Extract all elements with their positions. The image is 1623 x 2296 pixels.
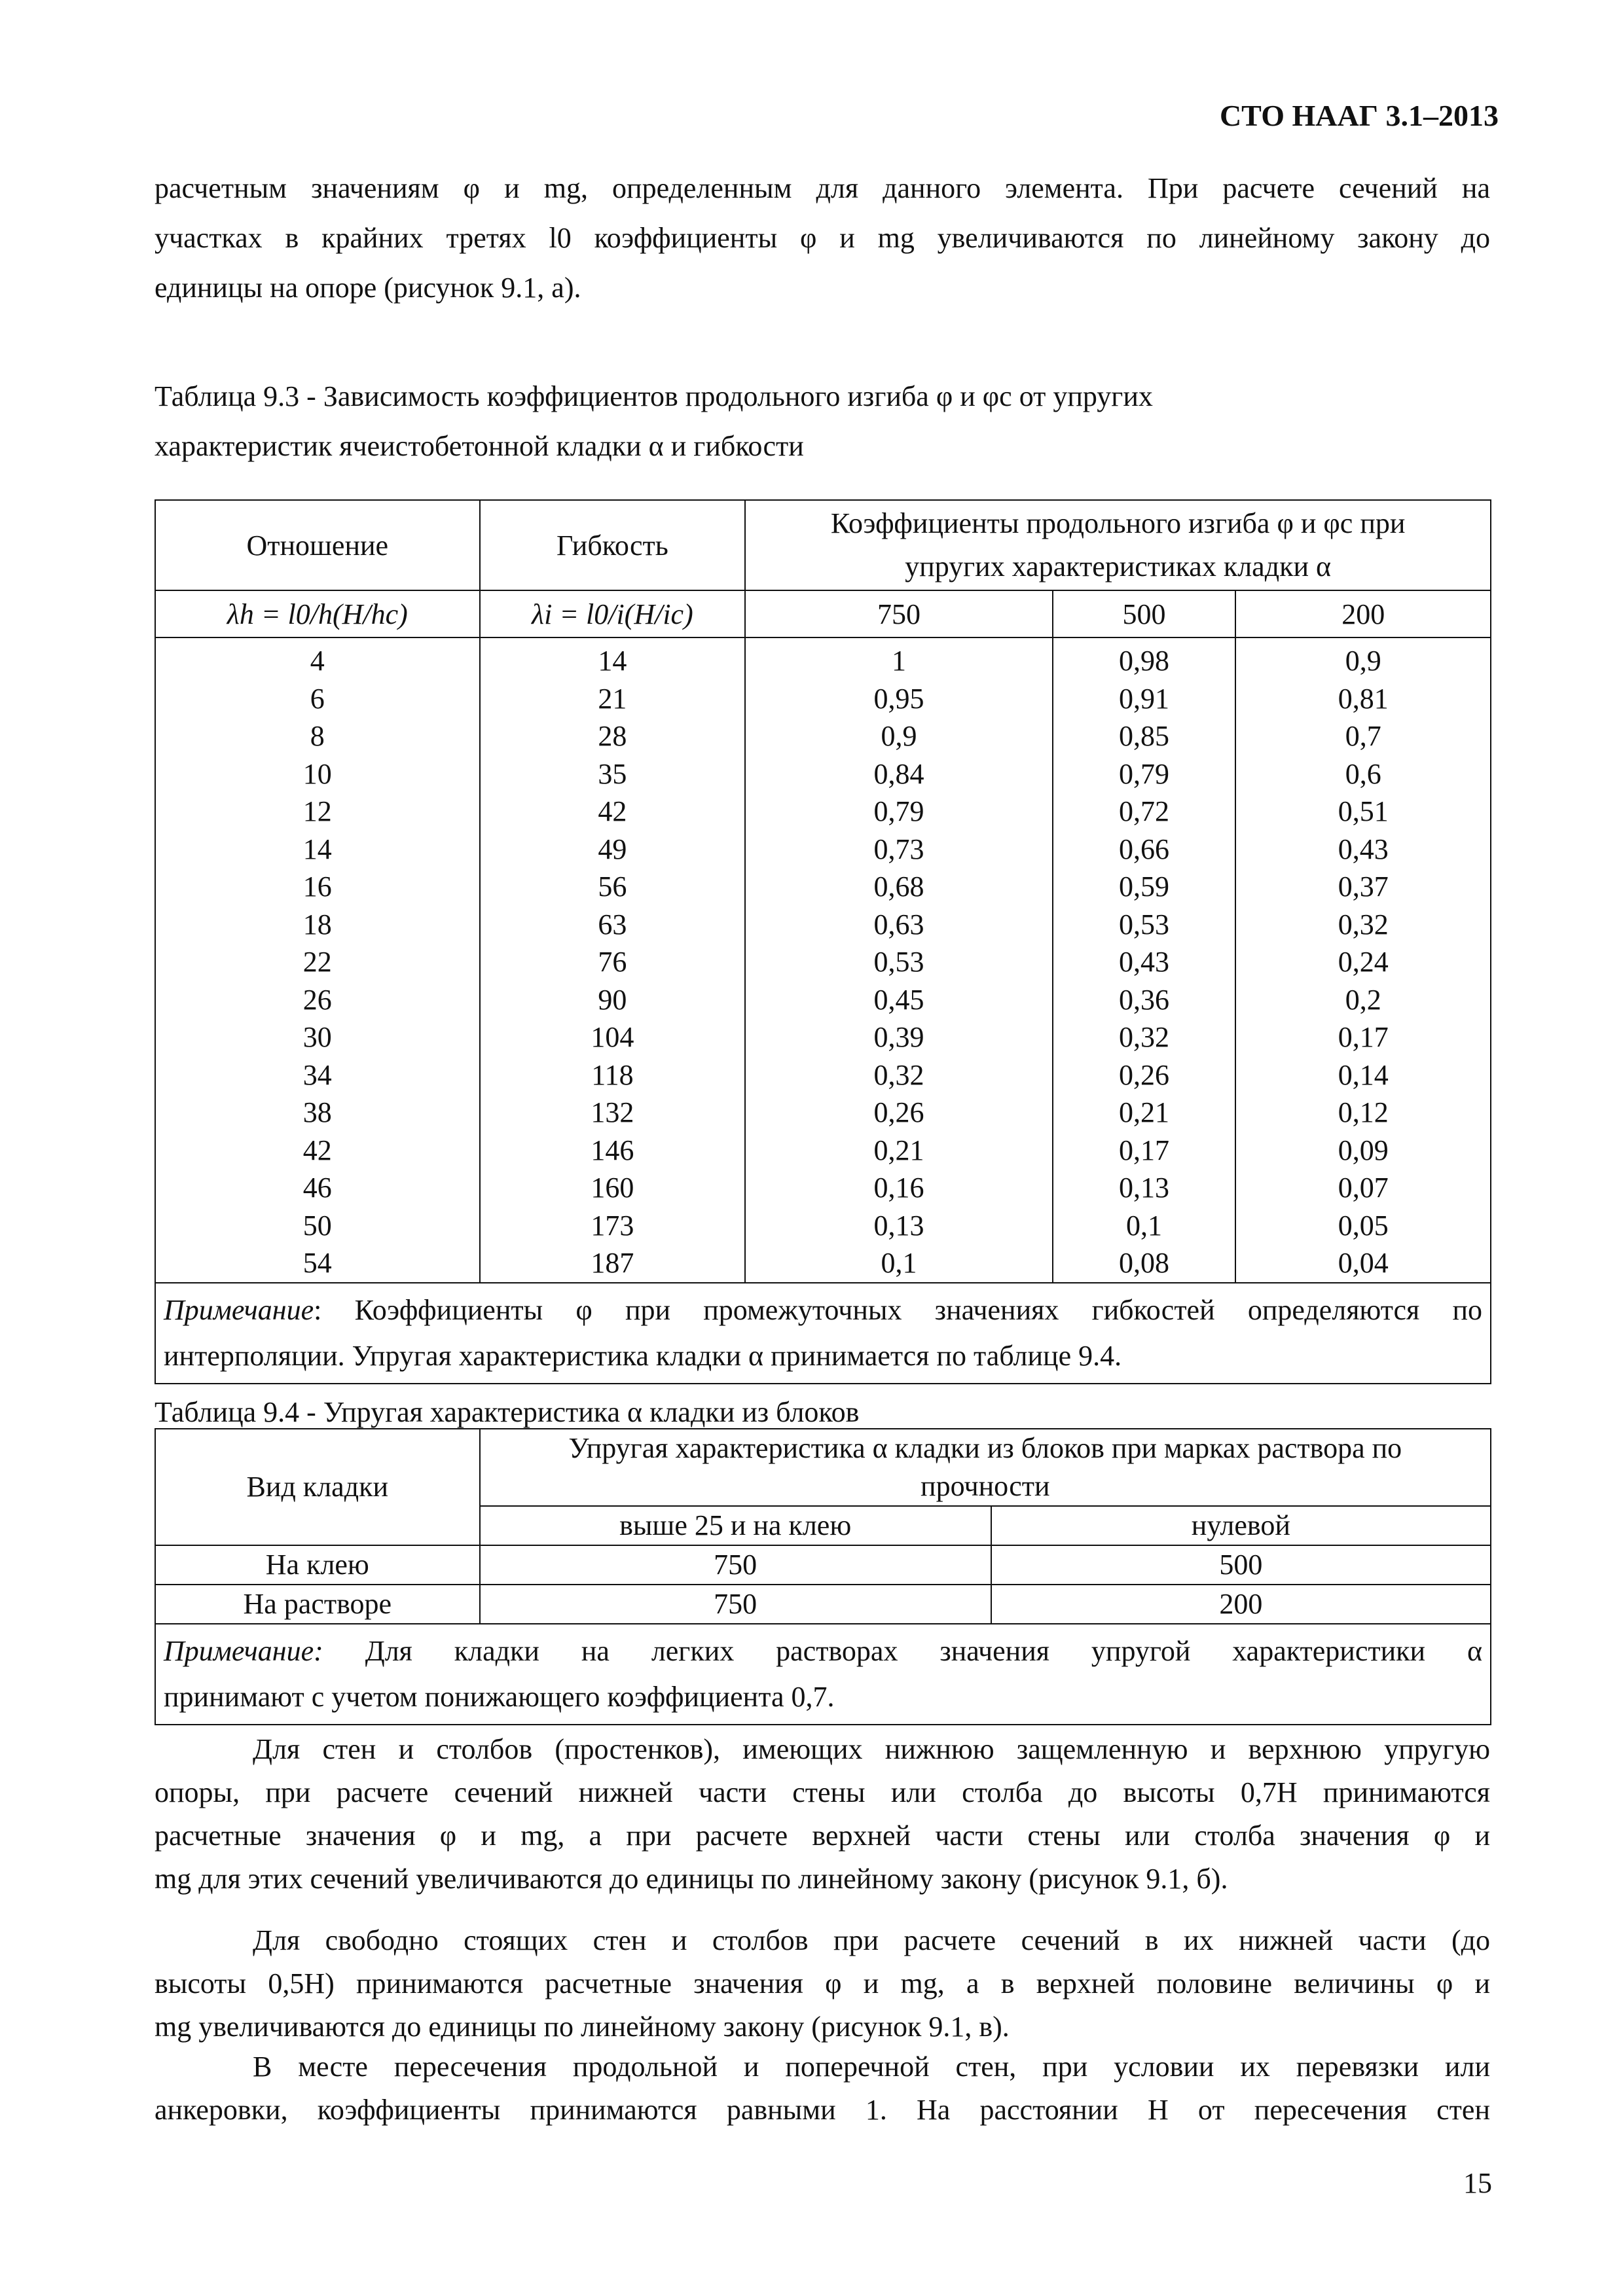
table-row <box>155 1545 1491 1585</box>
alpha-500-header: 500 <box>1053 590 1236 637</box>
subheader-above-25: выше 25 и на клею <box>480 1506 991 1545</box>
table-9-4-note <box>155 1624 1491 1725</box>
intro-paragraph <box>155 164 1490 313</box>
table-9-3-caption <box>155 372 1153 471</box>
note-94-line-1: Для кладки на легких растворах значения упругой характеристики α <box>323 1635 1482 1667</box>
alpha-750-header: 750 <box>745 590 1052 637</box>
intro-line-3: единицы на опоре (рисунок 9.1, а). <box>155 272 581 304</box>
note-line-1: : Коэффициенты φ при промежуточных значениях гибкостей определяются по <box>314 1293 1482 1326</box>
column-header-masonry-type: Вид кладки <box>155 1429 480 1545</box>
column-header-slenderness: Гибкость <box>480 500 746 590</box>
group-header-94-line-2: прочности <box>921 1470 1050 1502</box>
body-paragraph-3 <box>155 2045 1490 2132</box>
p1-line-3: расчетные значения φ и mg, а при расчете верхней части стены или столба значения φ и <box>155 1820 1490 1852</box>
coefficient-750-values: 1 0,95 0,9 0,84 0,79 0,73 0,68 0,63 0,53 0,45 0,39 0,32 0,26 0,21 0,16 0,13 0,1 <box>745 637 1052 1283</box>
body-paragraph-1 <box>155 1728 1490 1901</box>
slenderness-formula: λi = l0/i(H/ic) <box>480 590 746 637</box>
group-header-94-line-1: Упругая характеристика α кладки из блоков при марках раствора по <box>568 1432 1402 1464</box>
masonry-type-cell: На клею <box>155 1545 480 1585</box>
table-9-4-caption: Таблица 9.4 - Упругая характеристика α кладки из блоков <box>155 1396 860 1428</box>
subheader-zero: нулевой <box>991 1506 1491 1545</box>
p1-line-4: mg для этих сечений увеличиваются до единицы по линейному закону (рисунок 9.1, б). <box>155 1863 1228 1895</box>
table-9-3-note <box>155 1283 1491 1384</box>
p1-line-2: опоры, при расчете сечений нижней части стены или столба до высоты 0,7H принимаются <box>155 1776 1490 1808</box>
value-cell: 500 <box>991 1545 1491 1585</box>
value-cell: 750 <box>480 1585 991 1624</box>
p2-line-2: высоты 0,5H) принимаются расчетные значения φ и mg, а в верхней половине величины φ и <box>155 1967 1490 2000</box>
note-94-line-2: принимают с учетом понижающего коэффициента 0,7. <box>164 1681 835 1713</box>
coefficient-200-values: 0,9 0,81 0,7 0,6 0,51 0,43 0,37 0,32 0,24 0,2 0,17 0,14 0,12 0,09 0,07 0,05 0,04 <box>1235 637 1491 1283</box>
intro-line-1: расчетным значениям φ и mg, определенным для данного элемента. При расчете сечений на <box>155 172 1490 204</box>
slenderness-column-values: 14 21 28 35 42 49 56 63 76 90 104 118 132 146 160 173 187 <box>480 637 746 1283</box>
masonry-type-cell: На растворе <box>155 1585 480 1624</box>
table-9-3-caption-line-1: Таблица 9.3 - Зависимость коэффициентов продольного изгиба φ и φc от упругих <box>155 380 1153 412</box>
page-number: 15 <box>1463 2167 1492 2199</box>
p2-line-1: Для свободно стоящих стен и столбов при расчете сечений в их нижней части (до <box>253 1924 1490 1956</box>
group-header-line-2: упругих характеристиках кладки α <box>905 550 1332 583</box>
column-header-ratio: Отношение <box>155 500 480 590</box>
note-94-label: Примечание: <box>164 1635 323 1667</box>
alpha-200-header: 200 <box>1235 590 1491 637</box>
p3-line-2: анкеровки, коэффициенты принимаются равными 1. На расстоянии H от пересечения стен <box>155 2094 1490 2126</box>
table-row <box>155 1585 1491 1624</box>
p2-line-3: mg увеличиваются до единицы по линейному закону (рисунок 9.1, в). <box>155 2011 1010 2043</box>
table-9-4 <box>155 1428 1491 1725</box>
p1-line-1: Для стен и столбов (простенков), имеющих нижнюю защемленную и верхнюю упругую <box>253 1733 1490 1765</box>
note-line-2: интерполяции. Упругая характеристика кладки α принимается по таблице 9.4. <box>164 1339 1122 1372</box>
table-9-3 <box>155 499 1491 1384</box>
column-group-header-elastic <box>480 1429 1491 1506</box>
group-header-line-1: Коэффициенты продольного изгиба φ и φc при <box>830 507 1406 539</box>
table-9-3-caption-line-2: характеристик ячеистобетонной кладки α и гибкости <box>155 430 804 462</box>
document-code-header: СТО НААГ 3.1–2013 <box>1219 99 1499 132</box>
body-paragraph-2 <box>155 1919 1490 2049</box>
column-group-header-coefficients <box>745 500 1491 590</box>
p3-line-1: В месте пересечения продольной и поперечной стен, при условии их перевязки или <box>253 2051 1490 2083</box>
value-cell: 200 <box>991 1585 1491 1624</box>
ratio-column-values: 4 6 8 10 12 14 16 18 22 26 30 34 38 42 46 50 54 <box>155 637 480 1283</box>
value-cell: 750 <box>480 1545 991 1585</box>
coefficient-500-values: 0,98 0,91 0,85 0,79 0,72 0,66 0,59 0,53 0,43 0,36 0,32 0,26 0,21 0,17 0,13 0,1 0,08 <box>1053 637 1236 1283</box>
ratio-formula: λh = l0/h(H/hc) <box>155 590 480 637</box>
note-label: Примечание <box>164 1293 314 1326</box>
intro-line-2: участках в крайних третях l0 коэффициенты φ и mg увеличиваются по линейному закону до <box>155 222 1490 254</box>
